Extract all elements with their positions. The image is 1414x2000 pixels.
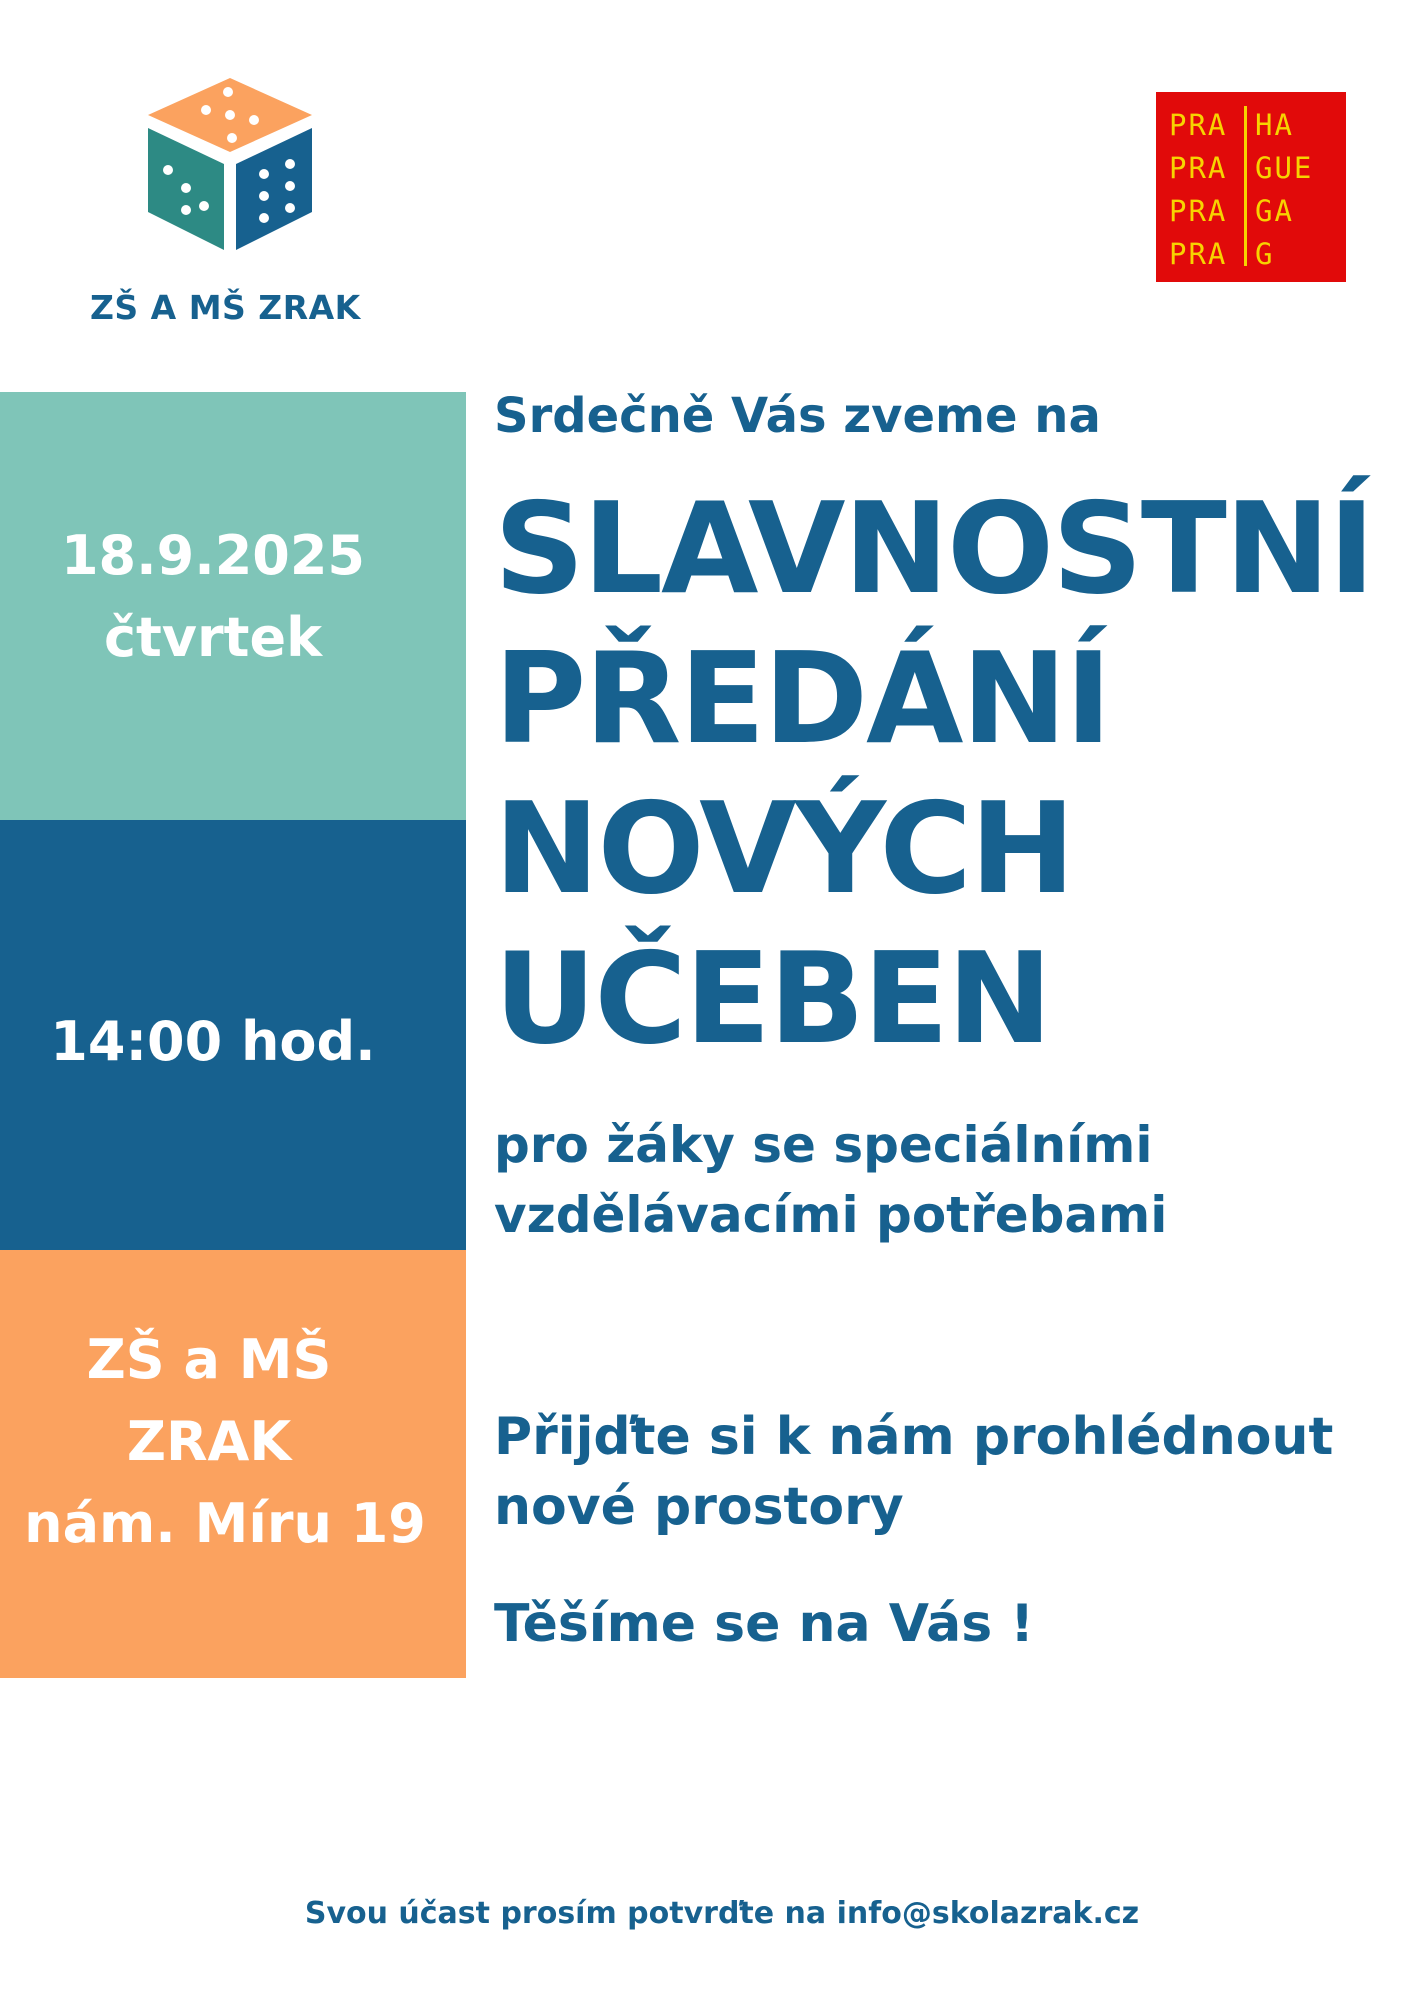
visit-line: nové prostory: [494, 1477, 904, 1537]
subtitle-line: vzdělávacími potřebami: [494, 1186, 1168, 1244]
title-line: SLAVNOSTNÍ: [494, 475, 1374, 622]
rsvp-footer: Svou účast prosím potvrďte na info@skolazrak.cz: [304, 1896, 1140, 1931]
school-logo: [80, 70, 380, 327]
date-block: [0, 392, 466, 820]
title-line: UČEBEN: [494, 925, 1051, 1072]
place-block: [0, 1250, 466, 1678]
event-date: 18.9.2025: [60, 524, 366, 587]
title-line: PŘEDÁNÍ: [494, 625, 1110, 772]
place-line: ZŠ a MŠ: [86, 1328, 332, 1391]
event-title: [494, 474, 1373, 1074]
visit-line: Přijďte si k nám prohlédnout: [494, 1407, 1334, 1467]
invite-text: Srdečně Vás zveme na: [494, 388, 1101, 444]
event-weekday: čtvrtek: [103, 606, 322, 669]
visit-text: [494, 1402, 1333, 1542]
place-line: ZRAK: [126, 1410, 292, 1473]
event-time: 14:00 hod.: [50, 1010, 376, 1073]
title-line: NOVÝCH: [494, 775, 1074, 922]
school-logo-text: ZŠ A MŠ ZRAK: [90, 288, 361, 327]
dice-cube-icon: [140, 70, 320, 250]
praha-logo: [1156, 92, 1346, 282]
event-subtitle: [494, 1110, 1167, 1250]
place-line: nám. Míru 19: [24, 1492, 426, 1555]
praha-logo-right-column: HA GUE GA G: [1255, 108, 1314, 271]
praha-logo-divider: [1244, 106, 1247, 266]
praha-logo-left-column: PRA PRA PRA PRA: [1169, 108, 1228, 271]
looking-forward-text: Těšíme se na Vás !: [494, 1594, 1034, 1654]
subtitle-line: pro žáky se speciálními: [494, 1116, 1153, 1174]
time-block: [0, 820, 466, 1250]
